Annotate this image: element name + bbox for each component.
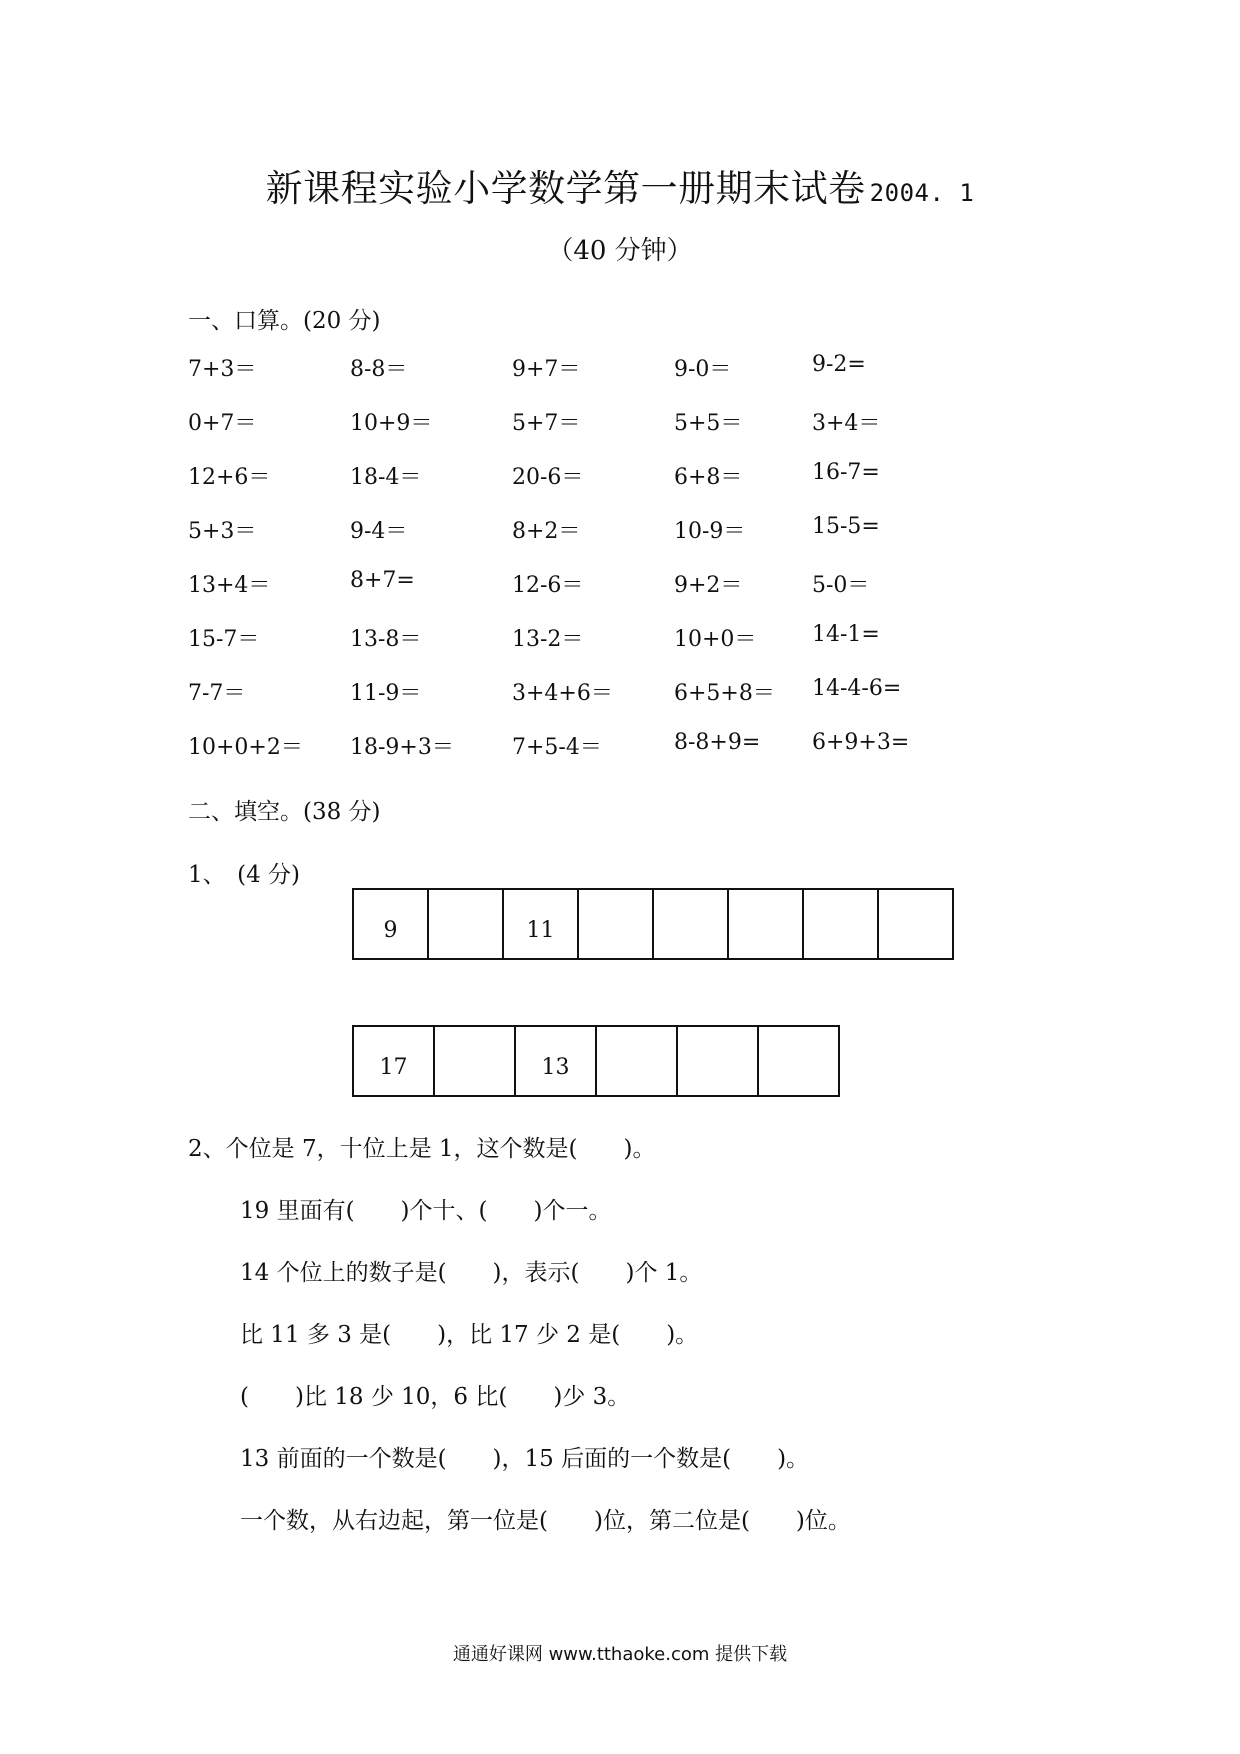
- arithmetic-item: 15-7＝: [188, 627, 260, 652]
- number-box[interactable]: [804, 888, 879, 960]
- number-box[interactable]: [654, 888, 729, 960]
- arithmetic-item: 9+2＝: [674, 573, 743, 598]
- fill-blank-line: 13 前面的一个数是( )，15 后面的一个数是( )。: [240, 1446, 810, 1472]
- number-box[interactable]: [678, 1025, 759, 1097]
- number-box[interactable]: [579, 888, 654, 960]
- fill-blank-line: 2、个位是 7，十位上是 1，这个数是( )。: [188, 1136, 656, 1162]
- arithmetic-item: 7-7＝: [188, 681, 246, 706]
- arithmetic-item: 11-9＝: [350, 681, 422, 706]
- number-box[interactable]: [729, 888, 804, 960]
- arithmetic-item: 5-0＝: [812, 573, 870, 598]
- number-box[interactable]: [597, 1025, 678, 1097]
- arithmetic-item: 5+3＝: [188, 519, 257, 544]
- arithmetic-item: 7+3＝: [188, 357, 257, 382]
- section1-heading: 一、口算。(20 分): [188, 308, 381, 334]
- arithmetic-item: 18-4＝: [350, 465, 422, 490]
- arithmetic-item: 12-6＝: [512, 573, 584, 598]
- fill-blank-line: 19 里面有( )个十、( )个一。: [240, 1198, 612, 1224]
- arithmetic-item: 13-2＝: [512, 627, 584, 652]
- number-box[interactable]: 13: [516, 1025, 597, 1097]
- arithmetic-item: 3+4+6＝: [512, 681, 613, 706]
- arithmetic-item: 10-9＝: [674, 519, 746, 544]
- arithmetic-item: 6+9+3=: [812, 730, 910, 755]
- fill-blank-line: 14 个位上的数子是( )，表示( )个 1。: [240, 1260, 703, 1286]
- arithmetic-item: 9-2=: [812, 352, 866, 377]
- arithmetic-item: 5+7＝: [512, 411, 581, 436]
- arithmetic-item: 8-8＝: [350, 357, 408, 382]
- arithmetic-item: 7+5-4＝: [512, 735, 602, 760]
- fill-blank-line: 比 11 多 3 是( )，比 17 少 2 是( )。: [240, 1322, 699, 1348]
- number-box[interactable]: 11: [504, 888, 579, 960]
- title-text: 新课程实验小学数学第一册期末试卷: [265, 167, 866, 210]
- arithmetic-item: 13-8＝: [350, 627, 422, 652]
- arithmetic-item: 0+7＝: [188, 411, 257, 436]
- arithmetic-item: 15-5=: [812, 514, 880, 539]
- arithmetic-item: 9-0＝: [674, 357, 732, 382]
- arithmetic-item: 18-9+3＝: [350, 735, 454, 760]
- arithmetic-item: 20-6＝: [512, 465, 584, 490]
- arithmetic-item: 6+8＝: [674, 465, 743, 490]
- arithmetic-item: 9-4＝: [350, 519, 408, 544]
- arithmetic-item: 16-7=: [812, 460, 880, 485]
- arithmetic-item: 10+9＝: [350, 411, 433, 436]
- arithmetic-item: 10+0+2＝: [188, 735, 303, 760]
- arithmetic-item: 3+4＝: [812, 411, 881, 436]
- arithmetic-item: 8-8+9=: [674, 730, 761, 755]
- number-box-row-2: [352, 1025, 840, 1097]
- arithmetic-item: 6+5+8＝: [674, 681, 775, 706]
- number-box[interactable]: 17: [354, 1025, 435, 1097]
- arithmetic-item: 10+0＝: [674, 627, 757, 652]
- fill-blank-line: ( )比 18 少 10，6 比( )少 3。: [240, 1384, 631, 1410]
- exam-title: [0, 158, 1240, 212]
- arithmetic-item: 14-1=: [812, 622, 880, 647]
- number-box[interactable]: [759, 1025, 840, 1097]
- arithmetic-item: 12+6＝: [188, 465, 271, 490]
- arithmetic-item: 5+5＝: [674, 411, 743, 436]
- arithmetic-item: 13+4＝: [188, 573, 271, 598]
- arithmetic-item: 9+7＝: [512, 357, 581, 382]
- footer-credit: 通通好课网 www.tthaoke.com 提供下载: [452, 1644, 788, 1665]
- number-box[interactable]: 9: [354, 888, 429, 960]
- question-1-label: 1、 (4 分): [188, 862, 301, 888]
- number-box-row-1: [352, 888, 954, 960]
- number-box[interactable]: [435, 1025, 516, 1097]
- number-box[interactable]: [879, 888, 954, 960]
- arithmetic-item: 8+7=: [350, 568, 415, 593]
- section2-heading: 二、填空。(38 分): [188, 799, 381, 825]
- arithmetic-item: 14-4-6=: [812, 676, 902, 701]
- exam-duration: （40 分钟）: [547, 236, 693, 266]
- fill-blank-line: 一个数，从右边起，第一位是( )位，第二位是( )位。: [240, 1508, 851, 1534]
- arithmetic-item: 8+2＝: [512, 519, 581, 544]
- exam-date: 2004. 1: [869, 179, 975, 207]
- number-box[interactable]: [429, 888, 504, 960]
